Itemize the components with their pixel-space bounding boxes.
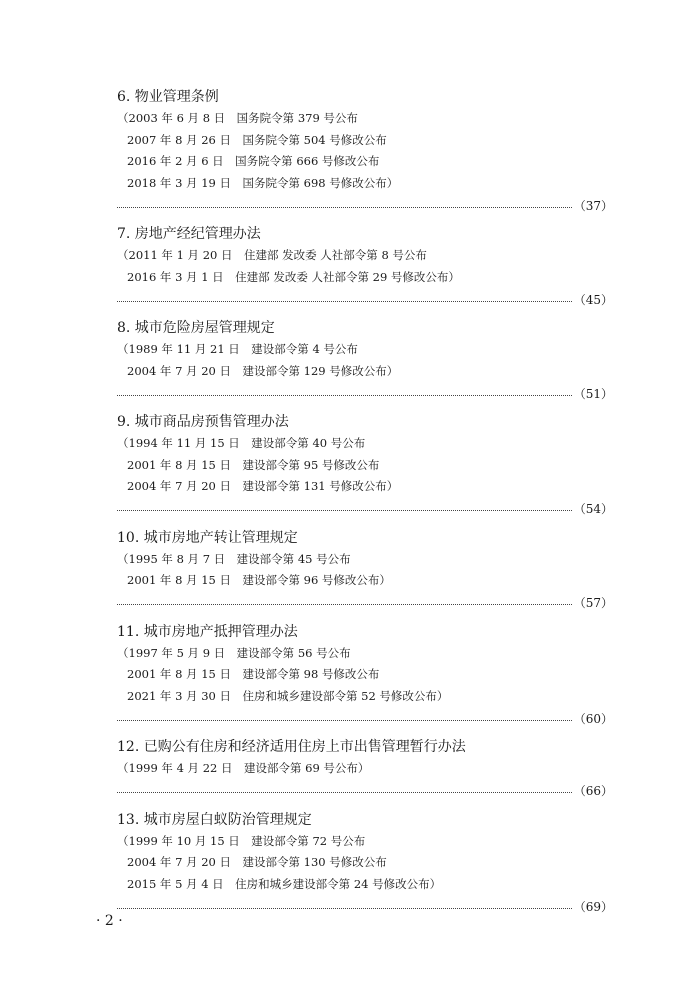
entry-history-line: （2011 年 1 月 20 日 住建部 发改委 人社部令第 8 号公布 (117, 248, 427, 262)
entry-history-line: 2018 年 3 月 19 日 国务院令第 698 号修改公布） (127, 175, 399, 190)
page-reference-row (117, 498, 613, 520)
toc-entry (117, 411, 613, 520)
entry-history-line: 2004 年 7 月 20 日 建设部令第 129 号修改公布） (127, 363, 399, 378)
toc-entry (117, 223, 613, 310)
entry-history-line: （1995 年 8 月 7 日 建设部令第 45 号公布 (117, 551, 351, 566)
entry-history-line: 2007 年 8 月 26 日 国务院令第 504 号修改公布 (127, 132, 387, 147)
entry-history-line: 2021 年 3 月 30 日 住房和城乡建设部令第 52 号修改公布） (127, 688, 449, 703)
entry-history-line: 2004 年 7 月 20 日 建设部令第 131 号修改公布） (127, 479, 399, 493)
page-reference-row (117, 382, 613, 404)
toc-entry (117, 527, 613, 614)
page-reference: （60） (573, 711, 613, 726)
dot-leader (117, 604, 572, 605)
entry-title: 12. 已购公有住房和经济适用住房上市出售管理暂行办法 (117, 739, 466, 755)
entry-history-line: 2001 年 8 月 15 日 建设部令第 96 号修改公布） (127, 573, 391, 587)
entry-history-line: 2015 年 5 月 4 日 住房和城乡建设部令第 24 号修改公布） (127, 876, 442, 891)
page-reference: （57） (573, 596, 613, 610)
toc-entry (117, 86, 613, 216)
page-reference-row (117, 780, 613, 802)
dot-leader (117, 792, 572, 793)
page-reference: （66） (573, 784, 613, 798)
entry-title: 10. 城市房地产转让管理规定 (117, 529, 298, 546)
entry-title: 11. 城市房地产抵押管理办法 (117, 623, 298, 640)
dot-leader (117, 510, 572, 511)
page-reference-row (117, 895, 613, 917)
page-reference: （54） (573, 502, 613, 516)
entry-title: 9. 城市商品房预售管理办法 (117, 414, 289, 430)
page-reference: （69） (573, 899, 613, 914)
entry-history-line: （1997 年 5 月 9 日 建设部令第 56 号公布 (117, 645, 351, 660)
entry-history-line: （1994 年 11 月 15 日 建设部令第 40 号公布 (117, 436, 366, 450)
entry-history-line: 2001 年 8 月 15 日 建设部令第 95 号修改公布 (127, 457, 380, 472)
entry-history-line: （2003 年 6 月 8 日 国务院令第 379 号公布 (117, 111, 358, 125)
dot-leader (117, 908, 572, 909)
page-reference: （51） (573, 386, 613, 401)
table-of-contents (117, 86, 613, 924)
entry-history-line: 2004 年 7 月 20 日 建设部令第 130 号修改公布 (127, 855, 387, 869)
entry-title: 13. 城市房屋白蚁防治管理规定 (117, 811, 312, 828)
dot-leader (117, 720, 572, 721)
page-reference: （37） (573, 198, 613, 213)
page-reference-row (117, 707, 613, 729)
page-reference: （45） (573, 292, 613, 307)
entry-title: 6. 物业管理条例 (117, 89, 219, 105)
entry-title: 7. 房地产经纪管理办法 (117, 226, 261, 242)
toc-entry (117, 809, 613, 918)
dot-leader (117, 395, 572, 396)
dot-leader (117, 301, 572, 302)
toc-entry (117, 621, 613, 730)
page-reference-row (117, 592, 613, 614)
toc-entry (117, 736, 613, 802)
entry-history-line: （1999 年 4 月 22 日 建设部令第 69 号公布） (117, 761, 370, 775)
entry-history-line: 2001 年 8 月 15 日 建设部令第 98 号修改公布 (127, 667, 380, 681)
entry-history-line: 2016 年 2 月 6 日 国务院令第 666 号修改公布 (127, 154, 380, 168)
dot-leader (117, 207, 572, 208)
entry-history-line: （1989 年 11 月 21 日 建设部令第 4 号公布 (117, 342, 358, 356)
page-number: · 2 · (96, 913, 123, 929)
entry-title: 8. 城市危险房屋管理规定 (117, 320, 275, 336)
entry-history-line: 2016 年 3 月 1 日 住建部 发改委 人社部令第 29 号修改公布） (127, 269, 460, 284)
toc-entry (117, 317, 613, 404)
page-reference-row (117, 194, 613, 216)
page-reference-row (117, 288, 613, 310)
entry-history-line: （1999 年 10 月 15 日 建设部令第 72 号公布 (117, 833, 366, 848)
